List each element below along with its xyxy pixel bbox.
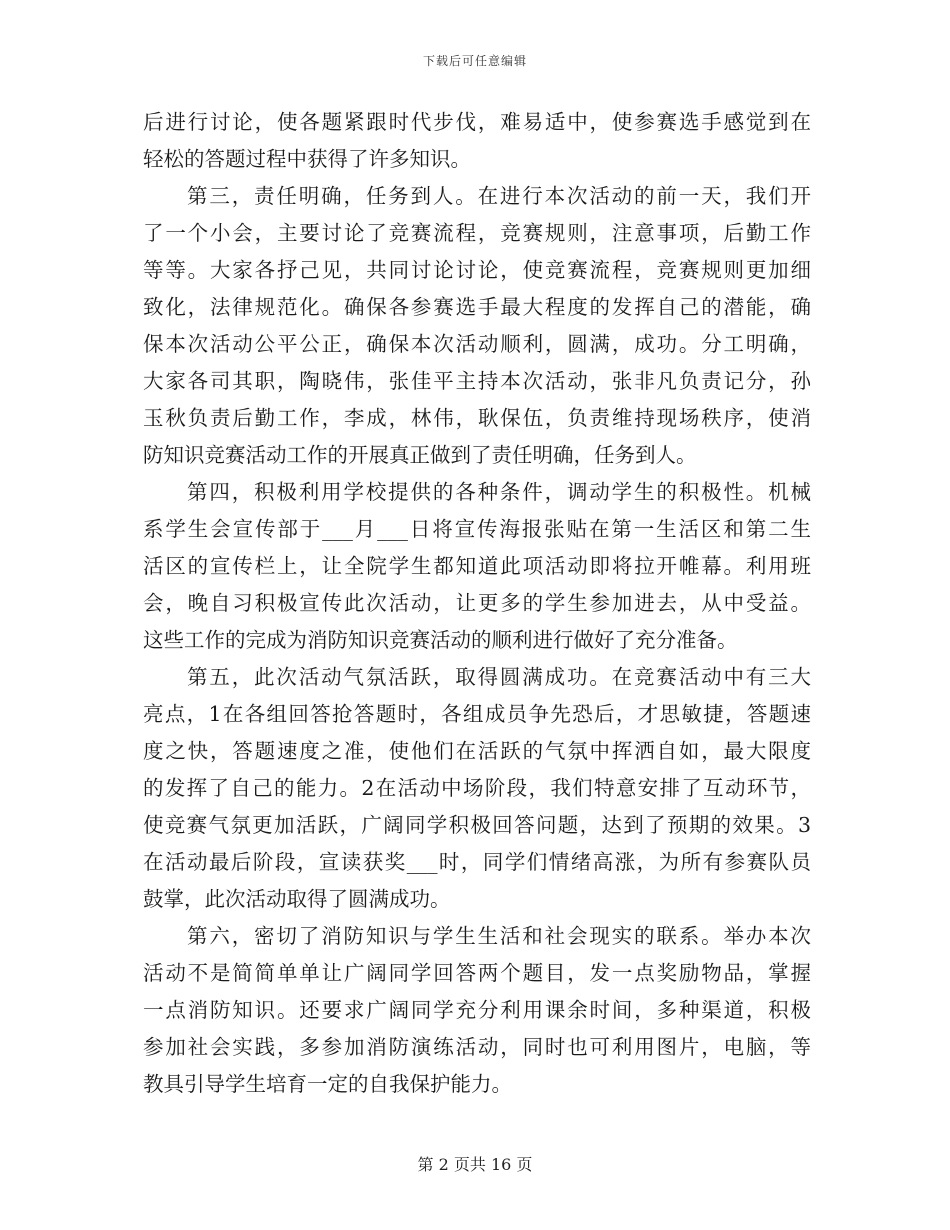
text-line: 活动不是简简单单让广阔同学回答两个题目，发一点奖励物品，掌握: [143, 961, 811, 985]
text-line: 在活动最后阶段，宣读获奖___时，同学们情绪高涨，为所有参赛队员: [143, 850, 811, 874]
paragraph-first-line: 第三，责任明确，任务到人。在进行本次活动的前一天，我们开: [187, 184, 811, 208]
text-line: 度之快，答题速度之准，使他们在活跃的气氛中挥洒自如，最大限度: [143, 739, 811, 763]
text-line: 教具引导学生培育一定的自我保护能力。: [143, 1072, 512, 1096]
text-line: 系学生会宣传部于___月___日将宣传海报张贴在第一生活区和第二生: [143, 517, 811, 541]
text-line: 了一个小会，主要讨论了竞赛流程，竞赛规则，注意事项，后勤工作: [143, 221, 811, 245]
text-line: 活区的宣传栏上，让全院学生都知道此项活动即将拉开帷幕。利用班: [143, 554, 811, 578]
text-line: 这些工作的完成为消防知识竞赛活动的顺利进行做好了充分准备。: [143, 628, 738, 652]
text-line: 玉秋负责后勤工作，李成，林伟，耿保伍，负责维持现场秩序，使消: [143, 406, 811, 430]
text-line: 一点消防知识。还要求广阔同学充分利用课余时间，多种渠道，积极: [143, 998, 811, 1022]
text-line: 使竞赛气氛更加活跃，广阔同学积极回答问题，达到了预期的效果。3: [143, 813, 811, 837]
page-header-note: 下载后可任意编辑: [422, 54, 527, 68]
document-body: [143, 104, 811, 1103]
text-line: 亮点，1在各组回答抢答题时，各组成员争先恐后，才思敏捷，答题速: [143, 702, 811, 726]
text-line: 参加社会实践，多参加消防演练活动，同时也可利用图片，电脑，等: [143, 1035, 811, 1059]
paragraph-first-line: 第六，密切了消防知识与学生生活和社会现实的联系。举办本次: [187, 924, 811, 948]
text-line: 大家各司其职，陶晓伟，张佳平主持本次活动，张非凡负责记分，孙: [143, 369, 811, 393]
text-line: 保本次活动公平公正，确保本次活动顺利，圆满，成功。分工明确，: [143, 332, 811, 356]
page-number-footer: 第 2 页共 16 页: [417, 1155, 533, 1174]
text-line: 等等。大家各抒己见，共同讨论讨论，使竞赛流程，竞赛规则更加细: [143, 258, 811, 282]
paragraph-first-line: 第四，积极利用学校提供的各种条件，调动学生的积极性。机械: [187, 480, 811, 504]
text-line: 致化，法律规范化。确保各参赛选手最大程度的发挥自己的潜能，确: [143, 295, 811, 319]
text-line: 轻松的答题过程中获得了许多知识。: [143, 147, 471, 171]
text-line: 防知识竞赛活动工作的开展真正做到了责任明确，任务到人。: [143, 443, 697, 467]
paragraph-first-line: 第五，此次活动气氛活跃，取得圆满成功。在竞赛活动中有三大: [187, 665, 811, 689]
text-line: 鼓掌，此次活动取得了圆满成功。: [143, 887, 451, 911]
text-line: 的发挥了自己的能力。2在活动中场阶段，我们特意安排了互动环节，: [143, 776, 811, 800]
text-line: 会，晚自习积极宣传此次活动，让更多的学生参加进去，从中受益。: [143, 591, 811, 615]
text-line: 后进行讨论，使各题紧跟时代步伐，难易适中，使参赛选手感觉到在: [143, 110, 811, 134]
